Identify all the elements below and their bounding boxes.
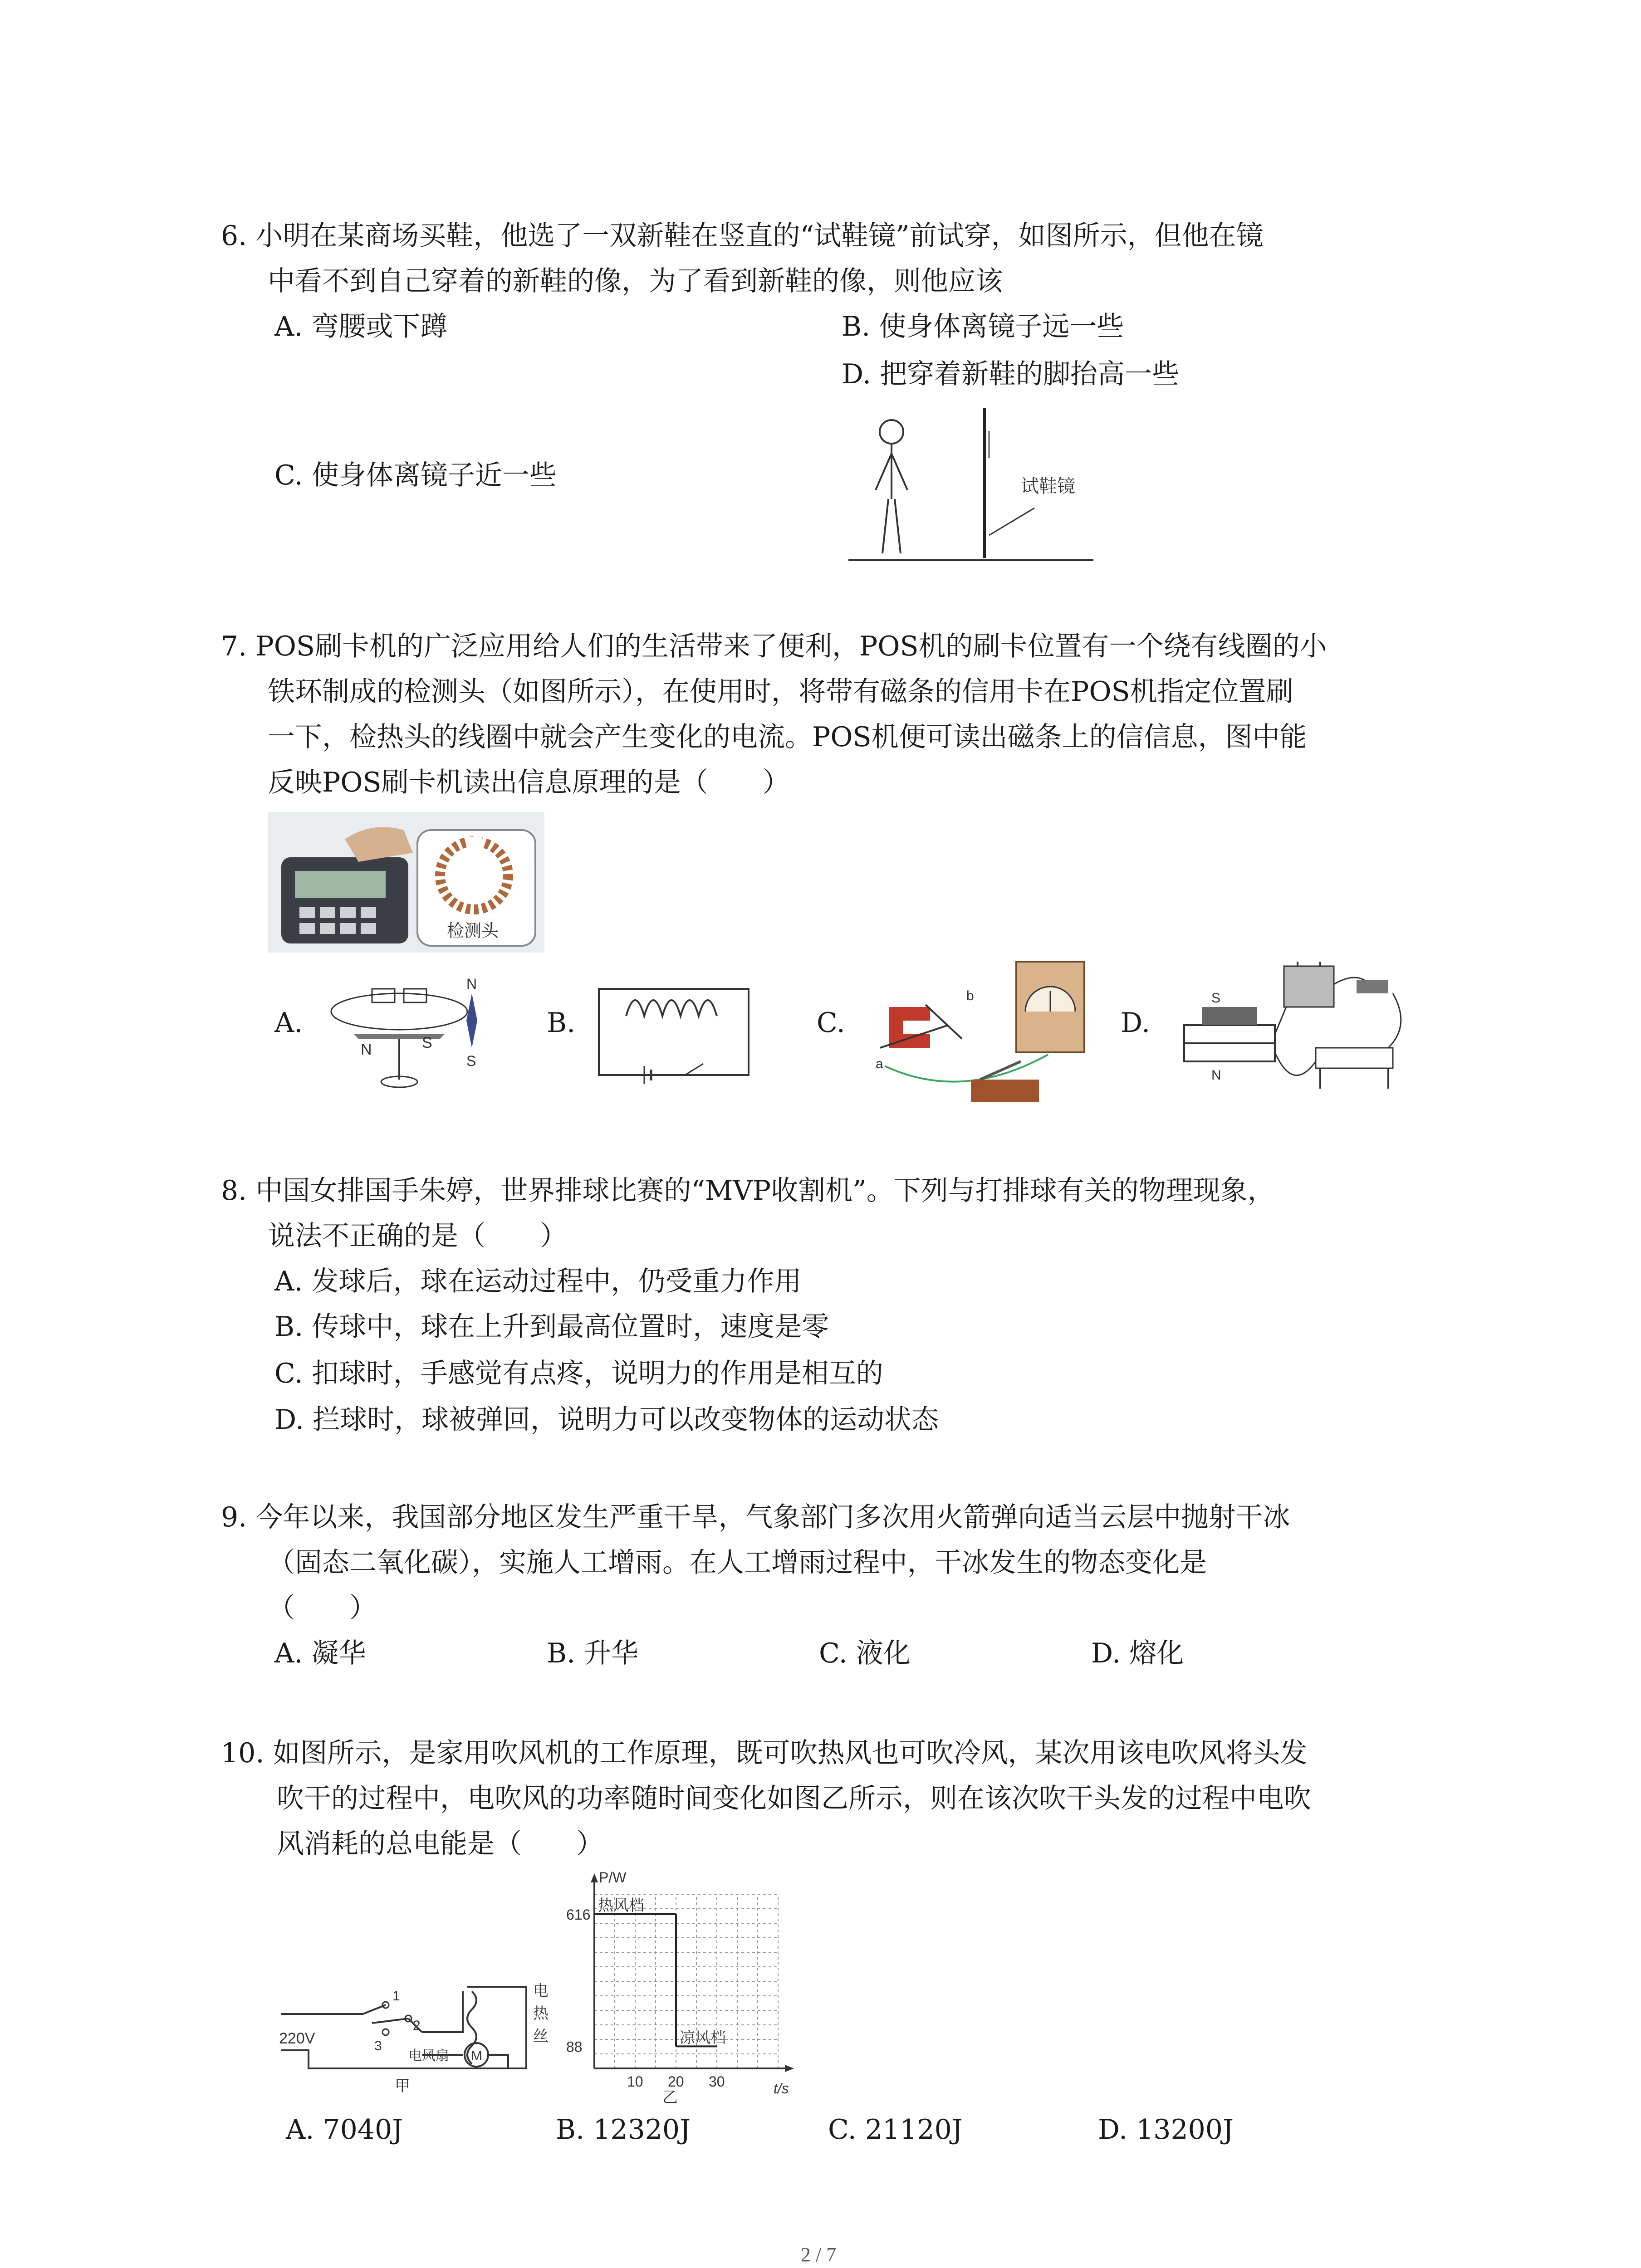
q10-option-a: A. 7040J <box>286 2114 403 2146</box>
q6-line2: 中看不到自己穿着的新鞋的像，为了看到新鞋的像，则他应该 <box>268 265 1003 297</box>
q7-figure-b-coil <box>594 980 758 1084</box>
q8-line1: 8. 中国女排国手朱婷，世界排球比赛的“MVP收割机”。下列与打排球有关的物理现象， <box>221 1175 1275 1207</box>
q9-option-c: C. 液化 <box>819 1637 911 1669</box>
mirror-label: 试鞋镜 <box>1021 476 1075 496</box>
q7-figure-c-galvanometer <box>871 957 1098 1107</box>
q7-line1: 7. POS刷卡机的广泛应用给人们的生活带来了便利，POS机的刷卡位置有一个绕有线圈的小 <box>221 631 1327 662</box>
terminal-2: 2 <box>413 2018 421 2033</box>
terminal-1: 1 <box>392 1989 400 2004</box>
y-axis-label: P/W <box>599 1869 627 1886</box>
detector-label: 检测头 <box>447 922 499 941</box>
q9-option-a: A. 凝华 <box>274 1637 366 1669</box>
svg-text:a: a <box>876 1056 883 1071</box>
series-label-1: 凉风档 <box>680 2029 726 2047</box>
x-tick-label: 20 <box>668 2073 684 2090</box>
pos-machine-figure <box>268 812 544 953</box>
page-number: 2 / 7 <box>801 2244 837 2266</box>
q9-line2: （固态二氧化碳），实施人工增雨。在人工增雨过程中，干冰发生的物态变化是 <box>268 1547 1207 1579</box>
svg-text:S: S <box>466 1053 476 1069</box>
q7-figure-d-motor <box>1166 957 1416 1107</box>
q10-option-c: C. 21120J <box>828 2114 963 2146</box>
svg-text:S: S <box>422 1034 432 1051</box>
y-tick-label: 616 <box>566 1906 591 1923</box>
q8-option-c: C. 扣球时，手感觉有点疼，说明力的作用是相互的 <box>274 1358 883 1389</box>
q9-line3: （ ） <box>268 1592 377 1624</box>
q10-option-d: D. 13200J <box>1098 2114 1234 2146</box>
terminal-3: 3 <box>374 2038 382 2053</box>
q10-option-b: B. 12320J <box>556 2114 691 2146</box>
q8-option-d: D. 拦球时，球被弹回，说明力可以改变物体的运动状态 <box>274 1404 939 1436</box>
shoe-mirror-figure <box>839 404 1102 567</box>
svg-text:N: N <box>1211 1068 1221 1083</box>
power-time-chart <box>549 1869 803 2105</box>
q6-line1: 6. 小明在某商场买鞋，他选了一双新鞋在竖直的“试鞋镜”前试穿，如图所示，但他在镜 <box>221 220 1264 252</box>
heater-label-1: 电 <box>533 1982 549 1999</box>
q8-option-b: B. 传球中，球在上升到最高位置时，速度是零 <box>274 1311 829 1343</box>
q10-line3: 风消耗的总电能是（ ） <box>277 1828 603 1860</box>
heater-label-2: 热 <box>533 2005 549 2022</box>
q10-line2: 吹干的过程中，电吹风的功率随时间变化如图乙所示，则在该次吹干头发的过程中电吹 <box>277 1783 1311 1814</box>
q7-line4: 反映POS刷卡机读出信息原理的是（ ） <box>268 767 790 798</box>
q6-option-c: C. 使身体离镜子近一些 <box>274 459 557 491</box>
q7-line3: 一下，检热头的线圈中就会产生变化的电流。POS机便可读出磁条上的信信息，图中能 <box>268 721 1307 753</box>
q7-line2: 铁环制成的检测头（如图所示），在使用时，将带有磁条的信用卡在POS机指定位置刷 <box>268 676 1293 708</box>
q9-option-b: B. 升华 <box>547 1637 639 1669</box>
q7-option-d: D. <box>1121 1007 1151 1039</box>
q10-line1: 10. 如图所示，是家用吹风机的工作原理，既可吹热风也可吹冷风，某次用该电吹风将头发 <box>221 1737 1308 1769</box>
q7-option-c: C. <box>817 1007 845 1039</box>
q9-option-d: D. 熔化 <box>1091 1637 1184 1669</box>
x-tick-label: 10 <box>627 2073 643 2090</box>
motor-symbol: M <box>471 2048 482 2063</box>
x-axis-label: t/s <box>774 2080 789 2097</box>
q9-line1: 9. 今年以来，我国部分地区发生严重干旱，气象部门多次用火箭弹向适当云层中抛射干冰 <box>221 1501 1290 1533</box>
q6-option-d: D. 把穿着新鞋的脚抬高一些 <box>842 358 1180 390</box>
q8-line2: 说法不正确的是（ ） <box>268 1220 567 1252</box>
heater-label-3: 丝 <box>533 2028 549 2045</box>
x-tick-label: 30 <box>709 2073 725 2090</box>
svg-text:b: b <box>966 988 974 1003</box>
chart-caption: 乙 <box>662 2089 678 2105</box>
svg-text:S: S <box>1211 991 1221 1006</box>
fan-label: 电风扇 <box>408 2048 449 2063</box>
q6-option-a: A. 弯腰或下蹲 <box>274 311 448 342</box>
svg-text:N: N <box>361 1041 372 1058</box>
series-label-0: 热风档 <box>598 1897 644 1914</box>
circuit-caption: 甲 <box>395 2077 410 2095</box>
q7-option-b: B. <box>547 1007 576 1039</box>
voltage-label: 220V <box>279 2030 315 2047</box>
q7-option-a: A. <box>274 1007 303 1039</box>
q6-option-b: B. 使身体离镜子远一些 <box>842 311 1124 342</box>
q7-figure-a-compass <box>318 975 499 1093</box>
q8-option-a: A. 发球后，球在运动过程中，仍受重力作用 <box>274 1266 802 1297</box>
svg-text:N: N <box>466 976 477 992</box>
y-tick-label: 88 <box>566 2038 583 2055</box>
hairdryer-circuit-figure <box>272 1964 554 2100</box>
